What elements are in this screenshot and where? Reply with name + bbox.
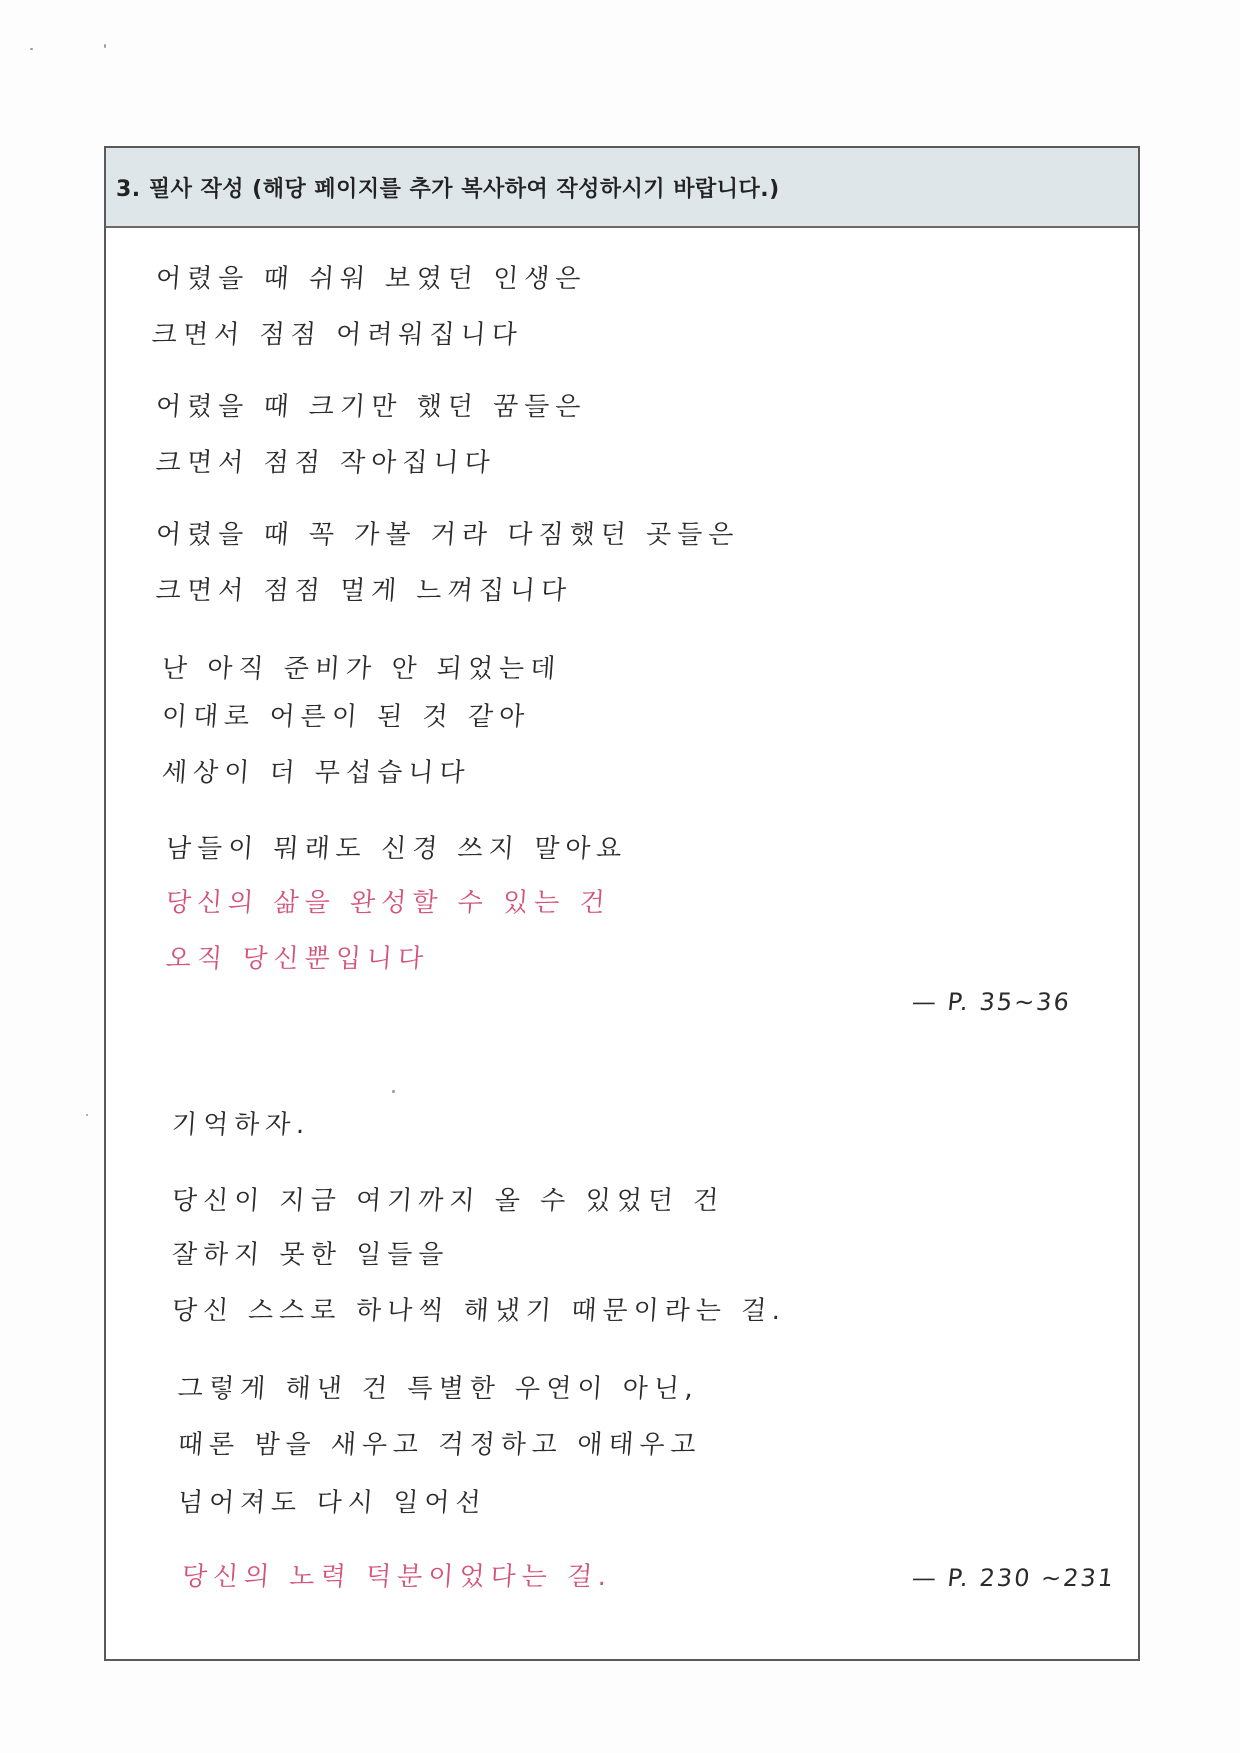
highlighted-handwritten-line: 오직 당신뿐입니다 bbox=[164, 944, 431, 974]
scan-speck bbox=[86, 1114, 88, 1116]
handwritten-line: 어렸을 때 꼭 가볼 거라 다짐했던 곳들은 bbox=[154, 520, 741, 550]
handwritten-line: 잘하지 못한 일들을 bbox=[170, 1240, 451, 1270]
handwritten-line: 세상이 더 무섭습니다 bbox=[160, 758, 472, 788]
handwritten-line: 이대로 어른이 된 것 같아 bbox=[160, 702, 532, 732]
handwritten-line: 남들이 뭐래도 신경 쓰지 말아요 bbox=[164, 834, 629, 864]
handwritten-line: 당신 스스로 하나씩 해냈기 때문이라는 걸. bbox=[170, 1296, 788, 1326]
highlighted-handwritten-line: 당신의 삶을 완성할 수 있는 건 bbox=[164, 888, 612, 918]
page-reference: — P. 35~36 bbox=[910, 988, 1073, 1016]
highlighted-handwritten-line: 당신의 노력 덕분이었다는 걸. bbox=[180, 1562, 614, 1592]
handwritten-line: 난 아직 준비가 안 되었는데 bbox=[160, 654, 563, 684]
page-reference: — P. 230 ~231 bbox=[910, 1564, 1117, 1592]
handwritten-line: 크면서 점점 작아집니다 bbox=[154, 448, 497, 478]
handwritten-line: 그렇게 해낸 건 특별한 우연이 아닌, bbox=[176, 1374, 701, 1404]
scan-speck bbox=[392, 1090, 395, 1093]
handwritten-line: 어렸을 때 크기만 했던 꿈들은 bbox=[154, 392, 588, 422]
handwritten-line: 당신이 지금 여기까지 올 수 있었던 건 bbox=[170, 1186, 726, 1216]
handwritten-line: 어렸을 때 쉬워 보였던 인생은 bbox=[154, 264, 588, 294]
transcription-box bbox=[104, 146, 1140, 1661]
scan-speck bbox=[104, 44, 106, 48]
section-header bbox=[106, 148, 1138, 228]
section-title: 3. 필사 작성 (해당 페이지를 추가 복사하여 작성하시기 바랍니다.) bbox=[116, 177, 780, 202]
handwritten-line: 크면서 점점 멀게 느껴집니다 bbox=[154, 576, 574, 606]
handwritten-line: 기억하자. bbox=[170, 1110, 312, 1140]
handwritten-line: 때론 밤을 새우고 걱정하고 애태우고 bbox=[176, 1430, 703, 1460]
handwritten-line: 크면서 점점 어려워집니다 bbox=[150, 320, 524, 350]
handwritten-line: 넘어져도 다시 일어선 bbox=[176, 1488, 488, 1518]
scan-speck bbox=[30, 48, 33, 50]
